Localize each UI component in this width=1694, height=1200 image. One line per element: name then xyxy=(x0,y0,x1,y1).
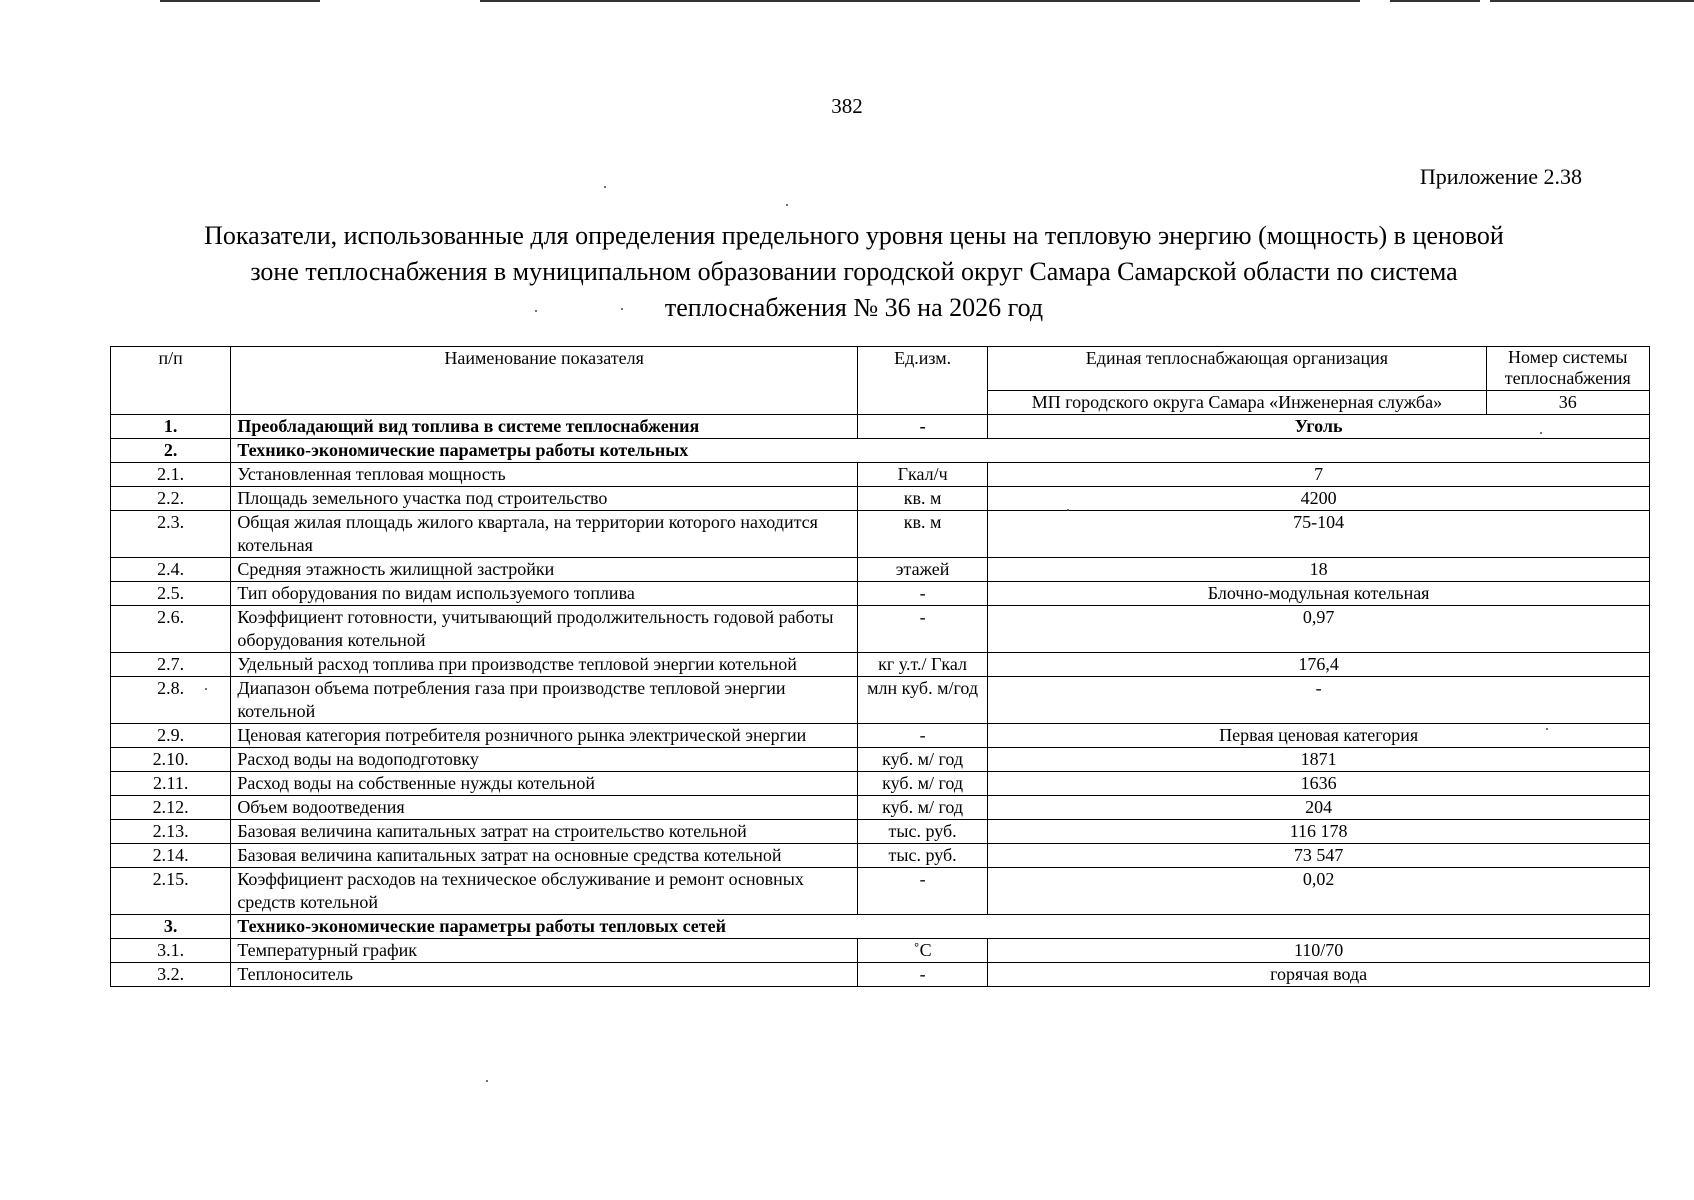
row-value: Блочно-модульная котельная xyxy=(988,582,1650,606)
row-unit: - xyxy=(857,724,987,748)
row-name: Температурный график xyxy=(231,939,858,963)
row-value: 75-104 xyxy=(988,511,1650,558)
row-name: Установленная тепловая мощность xyxy=(231,463,858,487)
row-number: 2.1. xyxy=(111,463,231,487)
row-value: 18 xyxy=(988,558,1650,582)
row-number: 2.11. xyxy=(111,772,231,796)
document-title xyxy=(110,218,1598,326)
row-unit: кв. м xyxy=(857,511,987,558)
row-unit: - xyxy=(857,606,987,653)
row-value: 0,02 xyxy=(988,868,1650,915)
row-name: Коэффициент расходов на техническое обслуживание и ремонт основных средств котельной xyxy=(231,868,858,915)
table-header-row xyxy=(111,347,1650,391)
row-value: 176,4 xyxy=(988,653,1650,677)
title-line: теплоснабжения № 36 на 2026 год xyxy=(664,293,1044,322)
row-number: 2.15. xyxy=(111,868,231,915)
row-value: - xyxy=(988,677,1650,724)
row-value: Уголь xyxy=(988,415,1650,439)
row-number: 2.2. xyxy=(111,487,231,511)
row-name: Коэффициент готовности, учитывающий продолжительность годовой работы оборудования котельной xyxy=(231,606,858,653)
table-row xyxy=(111,582,1650,606)
row-unit: тыс. руб. xyxy=(857,820,987,844)
row-name: Общая жилая площадь жилого квартала, на территории которого находится котельная xyxy=(231,511,858,558)
row-name: Базовая величина капитальных затрат на основные средства котельной xyxy=(231,844,858,868)
scan-speck xyxy=(205,688,207,690)
row-number: 3.1. xyxy=(111,939,231,963)
scan-speck xyxy=(1540,432,1542,434)
row-number: 2.5. xyxy=(111,582,231,606)
row-value: Первая ценовая категория xyxy=(988,724,1650,748)
table-row xyxy=(111,415,1650,439)
row-name: Тип оборудования по видам используемого топлива xyxy=(231,582,858,606)
scan-edge-line xyxy=(1390,0,1480,2)
row-unit: тыс. руб. xyxy=(857,844,987,868)
row-value: 204 xyxy=(988,796,1650,820)
row-unit: этажей xyxy=(857,558,987,582)
table-row xyxy=(111,439,1650,463)
row-unit: - xyxy=(857,582,987,606)
scan-speck xyxy=(621,308,623,310)
table-row xyxy=(111,653,1650,677)
header-org: Единая теплоснабжающая организация xyxy=(988,347,1486,391)
table-row xyxy=(111,939,1650,963)
org-name: МП городского округа Самара «Инженерная служба» xyxy=(988,391,1486,415)
row-unit: Гкал/ч xyxy=(857,463,987,487)
table-row xyxy=(111,915,1650,939)
row-value: горячая вода xyxy=(988,963,1650,987)
row-unit: млн куб. м/год xyxy=(857,677,987,724)
scan-edge-line xyxy=(160,0,320,2)
header-unit: Ед.изм. xyxy=(857,347,987,415)
row-value: 73 547 xyxy=(988,844,1650,868)
row-number: 2. xyxy=(111,439,231,463)
row-unit: - xyxy=(857,963,987,987)
table-row xyxy=(111,868,1650,915)
row-name: Объем водоотведения xyxy=(231,796,858,820)
header-name: Наименование показателя xyxy=(231,347,858,415)
row-value: 110/70 xyxy=(988,939,1650,963)
scan-speck xyxy=(1067,509,1069,511)
row-number: 3.2. xyxy=(111,963,231,987)
row-value: 0,97 xyxy=(988,606,1650,653)
table-row xyxy=(111,820,1650,844)
row-name: Теплоноситель xyxy=(231,963,858,987)
header-num: п/п xyxy=(111,347,231,415)
page-number: 382 xyxy=(831,94,863,118)
row-value: 1636 xyxy=(988,772,1650,796)
section-title: Технико-экономические параметры работы котельных xyxy=(231,439,1650,463)
row-name: Средняя этажность жилищной застройки xyxy=(231,558,858,582)
row-name: Преобладающий вид топлива в системе теплоснабжения xyxy=(231,415,858,439)
row-unit: - xyxy=(857,868,987,915)
table-row xyxy=(111,724,1650,748)
row-number: 2.6. xyxy=(111,606,231,653)
row-number: 2.13. xyxy=(111,820,231,844)
row-name: Площадь земельного участка под строительство xyxy=(231,487,858,511)
row-unit: - xyxy=(857,415,987,439)
row-value: 1871 xyxy=(988,748,1650,772)
row-number: 2.4. xyxy=(111,558,231,582)
row-number: 3. xyxy=(111,915,231,939)
row-unit: куб. м/ год xyxy=(857,796,987,820)
table-row xyxy=(111,511,1650,558)
appendix-label: Приложение 2.38 xyxy=(1419,164,1582,189)
table-row xyxy=(111,606,1650,653)
row-number: 1. xyxy=(111,415,231,439)
table-row xyxy=(111,463,1650,487)
title-line: зоне теплоснабжения в муниципальном образовании городской округ Самара Самарской области по система xyxy=(250,257,1458,286)
scan-speck xyxy=(486,1080,488,1082)
scan-speck xyxy=(604,186,606,188)
table-row xyxy=(111,844,1650,868)
table-row xyxy=(111,558,1650,582)
row-number: 2.14. xyxy=(111,844,231,868)
row-number: 2.3. xyxy=(111,511,231,558)
table-row xyxy=(111,772,1650,796)
header-system: Номер системы теплоснабжения xyxy=(1486,347,1649,391)
table-row xyxy=(111,963,1650,987)
row-number: 2.10. xyxy=(111,748,231,772)
row-value: 4200 xyxy=(988,487,1650,511)
row-unit: кв. м xyxy=(857,487,987,511)
row-unit: куб. м/ год xyxy=(857,748,987,772)
row-number: 2.9. xyxy=(111,724,231,748)
scan-edge-line xyxy=(480,0,1360,2)
row-unit: кг у.т./ Гкал xyxy=(857,653,987,677)
row-name: Диапазон объема потребления газа при производстве тепловой энергии котельной xyxy=(231,677,858,724)
title-line: Показатели, использованные для определения предельного уровня цены на тепловую энергию (мощность) в ценовой xyxy=(204,221,1504,250)
system-number: 36 xyxy=(1486,391,1649,415)
indicators-table xyxy=(110,346,1650,987)
row-name: Ценовая категория потребителя розничного рынка электрической энергии xyxy=(231,724,858,748)
row-unit: куб. м/ год xyxy=(857,772,987,796)
table-row xyxy=(111,796,1650,820)
scan-edge-line xyxy=(1490,0,1694,2)
row-value: 7 xyxy=(988,463,1650,487)
row-name: Расход воды на собственные нужды котельной xyxy=(231,772,858,796)
row-name: Базовая величина капитальных затрат на строительство котельной xyxy=(231,820,858,844)
row-unit: ˚С xyxy=(857,939,987,963)
row-value: 116 178 xyxy=(988,820,1650,844)
section-title: Технико-экономические параметры работы тепловых сетей xyxy=(231,915,1650,939)
table-row xyxy=(111,487,1650,511)
row-number: 2.8. xyxy=(111,677,231,724)
row-name: Расход воды на водоподготовку xyxy=(231,748,858,772)
scan-speck xyxy=(786,204,788,206)
scan-speck xyxy=(1546,728,1548,730)
scan-speck xyxy=(535,310,537,312)
table-row xyxy=(111,748,1650,772)
row-number: 2.12. xyxy=(111,796,231,820)
row-name: Удельный расход топлива при производстве тепловой энергии котельной xyxy=(231,653,858,677)
table-row xyxy=(111,677,1650,724)
row-number: 2.7. xyxy=(111,653,231,677)
